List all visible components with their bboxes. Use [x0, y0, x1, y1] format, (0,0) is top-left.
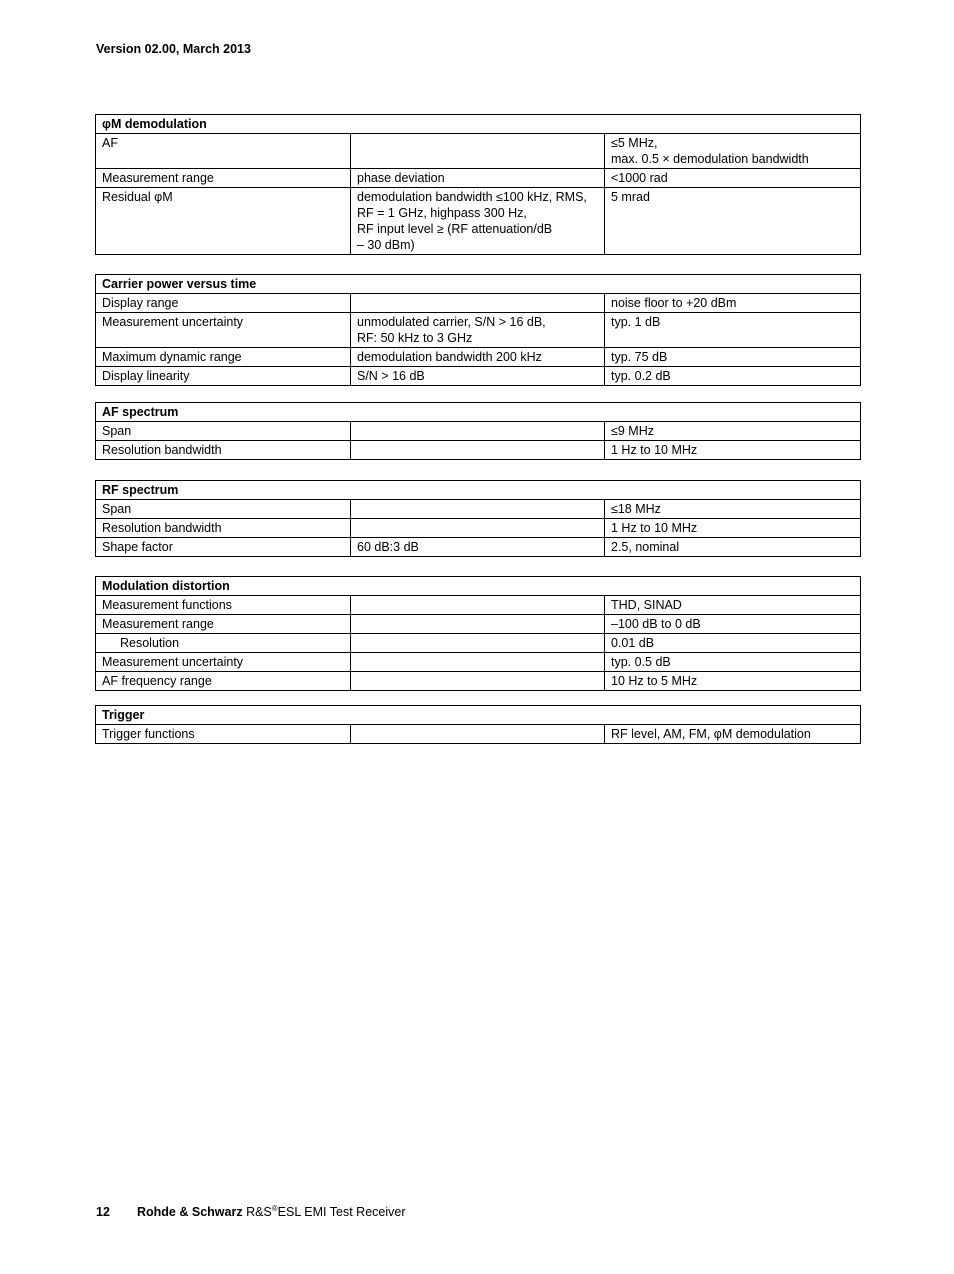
spec-parameter: AF [96, 134, 351, 169]
spec-condition [351, 653, 605, 672]
table-row [96, 634, 861, 653]
spec-value: noise floor to +20 dBm [605, 294, 861, 313]
spec-condition [351, 634, 605, 653]
spec-condition [351, 500, 605, 519]
table-title: Trigger [96, 706, 861, 725]
spec-value: typ. 1 dB [605, 313, 861, 348]
spec-value: ≤18 MHz [605, 500, 861, 519]
spec-value: 2.5, nominal [605, 538, 861, 557]
spec-value: 1 Hz to 10 MHz [605, 441, 861, 460]
table-row [96, 519, 861, 538]
table-title: Modulation distortion [96, 577, 861, 596]
spec-value: 0.01 dB [605, 634, 861, 653]
product-prefix: R&S [246, 1205, 272, 1219]
spec-condition: unmodulated carrier, S/N > 16 dB, RF: 50 kHz to 3 GHz [351, 313, 605, 348]
spec-value: typ. 0.2 dB [605, 367, 861, 386]
spec-table-phim-demodulation [95, 114, 861, 255]
spec-parameter: Measurement uncertainty [96, 313, 351, 348]
spec-parameter: AF frequency range [96, 672, 351, 691]
spec-condition [351, 519, 605, 538]
spec-condition [351, 615, 605, 634]
spec-condition: 60 dB:3 dB [351, 538, 605, 557]
spec-value: THD, SINAD [605, 596, 861, 615]
spec-table-trigger [95, 705, 861, 744]
spec-condition [351, 441, 605, 460]
table-row [96, 134, 861, 169]
spec-table-carrier-power [95, 274, 861, 386]
spec-parameter: Span [96, 500, 351, 519]
table-row [96, 422, 861, 441]
spec-value: RF level, AM, FM, φM demodulation [605, 725, 861, 744]
spec-condition: S/N > 16 dB [351, 367, 605, 386]
spec-value: <1000 rad [605, 169, 861, 188]
table-row [96, 367, 861, 386]
table-row [96, 672, 861, 691]
table-row [96, 596, 861, 615]
spec-parameter: Maximum dynamic range [96, 348, 351, 367]
spec-value: 1 Hz to 10 MHz [605, 519, 861, 538]
spec-condition [351, 725, 605, 744]
spec-value: 5 mrad [605, 188, 861, 255]
spec-value: –100 dB to 0 dB [605, 615, 861, 634]
spec-value: 10 Hz to 5 MHz [605, 672, 861, 691]
spec-condition [351, 672, 605, 691]
table-row [96, 725, 861, 744]
table-row [96, 188, 861, 255]
product-name: ESL EMI Test Receiver [277, 1205, 406, 1219]
table-row [96, 441, 861, 460]
table-row [96, 500, 861, 519]
spec-parameter: Resolution [96, 634, 351, 653]
spec-parameter: Shape factor [96, 538, 351, 557]
spec-parameter: Display range [96, 294, 351, 313]
table-title: AF spectrum [96, 403, 861, 422]
spec-condition: demodulation bandwidth 200 kHz [351, 348, 605, 367]
spec-condition: phase deviation [351, 169, 605, 188]
page-footer [96, 1205, 406, 1219]
spec-parameter: Resolution bandwidth [96, 519, 351, 538]
spec-parameter: Display linearity [96, 367, 351, 386]
spec-parameter: Measurement range [96, 169, 351, 188]
table-row [96, 313, 861, 348]
spec-table-modulation-distortion [95, 576, 861, 691]
spec-condition: demodulation bandwidth ≤100 kHz, RMS, RF = 1 GHz, highpass 300 Hz, RF input level ≥ (RF attenuation/dB – 30 dBm) [351, 188, 605, 255]
spec-table-rf-spectrum [95, 480, 861, 557]
spec-value: ≤9 MHz [605, 422, 861, 441]
table-row [96, 615, 861, 634]
table-title: RF spectrum [96, 481, 861, 500]
spec-parameter: Residual φM [96, 188, 351, 255]
spec-condition [351, 134, 605, 169]
spec-condition [351, 294, 605, 313]
table-row [96, 538, 861, 557]
table-row [96, 294, 861, 313]
version-header: Version 02.00, March 2013 [96, 42, 251, 56]
registered-mark: ® [271, 1203, 278, 1213]
spec-parameter: Measurement uncertainty [96, 653, 351, 672]
spec-parameter: Resolution bandwidth [96, 441, 351, 460]
spec-table-af-spectrum [95, 402, 861, 460]
table-row [96, 169, 861, 188]
spec-condition [351, 422, 605, 441]
spec-parameter: Measurement functions [96, 596, 351, 615]
table-row [96, 348, 861, 367]
page-number: 12 [96, 1205, 110, 1219]
spec-value: typ. 75 dB [605, 348, 861, 367]
table-row [96, 653, 861, 672]
spec-value: ≤5 MHz, max. 0.5 × demodulation bandwidth [605, 134, 861, 169]
spec-value: typ. 0.5 dB [605, 653, 861, 672]
spec-parameter: Trigger functions [96, 725, 351, 744]
spec-parameter: Measurement range [96, 615, 351, 634]
table-title: Carrier power versus time [96, 275, 861, 294]
brand-name: Rohde & Schwarz [137, 1205, 243, 1219]
spec-parameter: Span [96, 422, 351, 441]
table-title: φM demodulation [96, 115, 861, 134]
spec-condition [351, 596, 605, 615]
